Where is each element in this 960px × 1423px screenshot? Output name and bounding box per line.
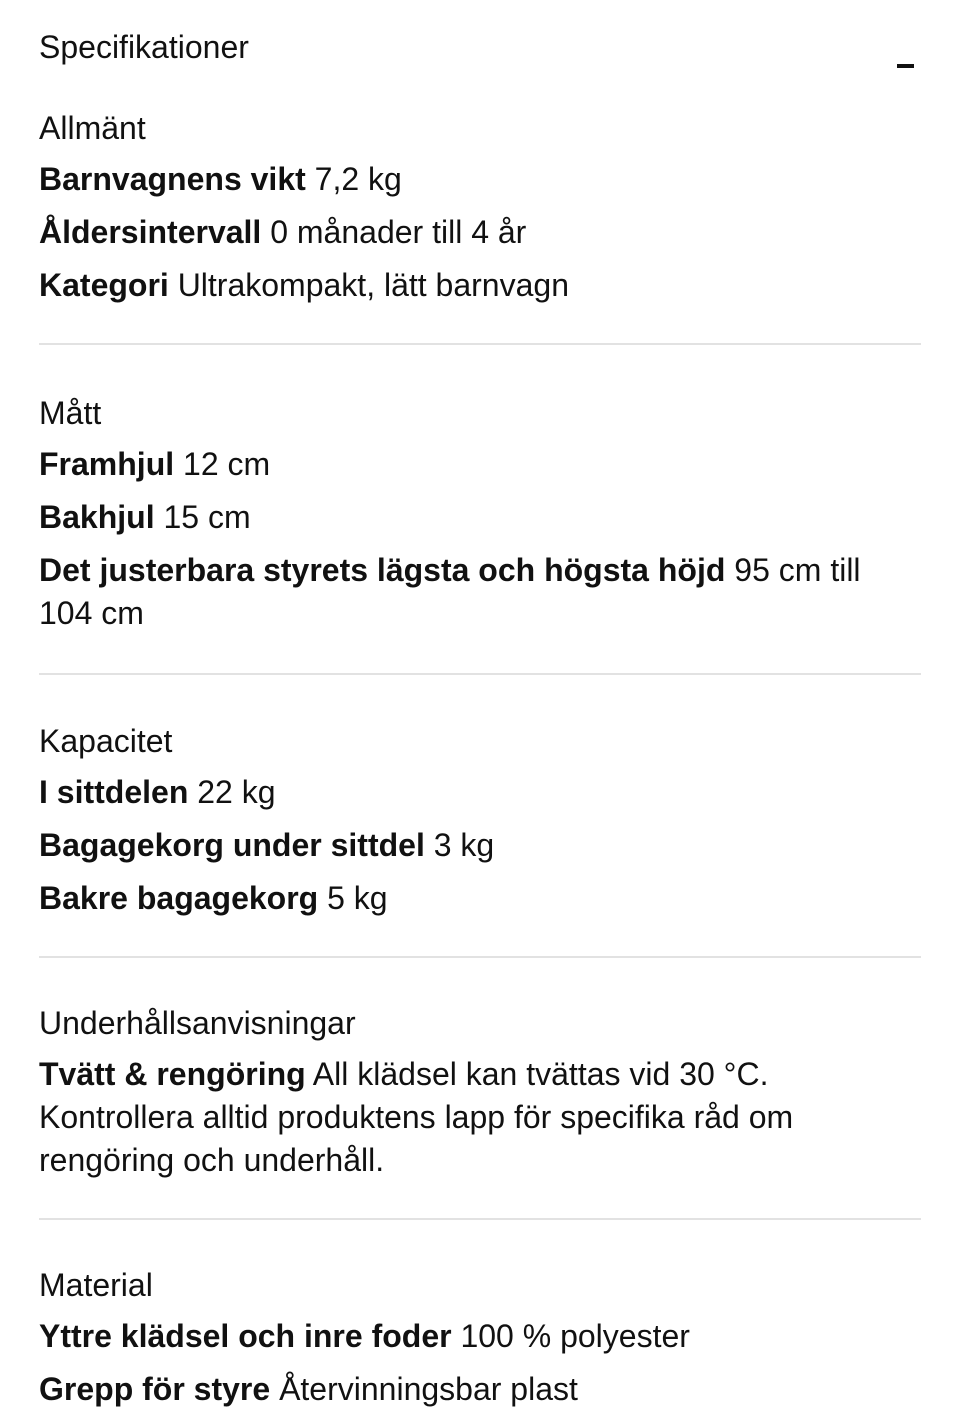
spec-row [39, 771, 921, 814]
spec-value: 3 kg [433, 827, 495, 863]
accordion-title: Specifikationer [39, 29, 249, 65]
section-heading: Kapacitet [39, 723, 173, 759]
spec-row [39, 1053, 921, 1182]
spec-row [39, 1315, 921, 1358]
spec-value: 95 cm till 104 cm [39, 552, 861, 631]
spec-row [39, 549, 921, 635]
spec-value: 5 kg [327, 880, 388, 916]
spec-label: Bakhjul [39, 499, 155, 535]
spec-label: Framhjul [39, 446, 175, 482]
spec-value: Ultrakompakt, lätt barnvagn [177, 267, 569, 303]
spec-label: Bagagekorg under sittdel [39, 827, 425, 863]
spec-row [39, 158, 921, 201]
section-material [39, 1220, 921, 1411]
section-heading: Allmänt [39, 110, 146, 146]
spec-label: Det justerbara styrets lägsta och högsta höjd [39, 552, 726, 588]
spec-value: 12 cm [183, 446, 271, 482]
spec-row [39, 443, 921, 486]
section-heading: Material [39, 1267, 153, 1303]
spec-label: Yttre klädsel och inre foder [39, 1318, 452, 1354]
spec-row [39, 211, 921, 254]
spec-value: 15 cm [163, 499, 251, 535]
section-dimensions [39, 345, 921, 675]
spec-value: All klädsel kan tvättas vid 30 °C. Kontrollera alltid produktens lapp för specifika råd om rengöring och underhåll. [39, 1056, 794, 1178]
spec-row [39, 496, 921, 539]
minus-icon [897, 64, 914, 68]
spec-value: 7,2 kg [314, 161, 402, 197]
spec-label: Tvätt & rengöring [39, 1056, 306, 1092]
spec-label: Barnvagnens vikt [39, 161, 306, 197]
spec-value: 100 % polyester [460, 1318, 690, 1354]
spec-label: Grepp för styre [39, 1371, 271, 1407]
section-heading: Underhållsanvisningar [39, 1005, 356, 1041]
section-heading: Mått [39, 395, 102, 431]
collapse-button[interactable] [891, 54, 921, 78]
spec-value: Återvinningsbar plast [279, 1371, 578, 1407]
spec-row [39, 877, 921, 920]
section-care-instructions [39, 958, 921, 1220]
spec-label: Kategori [39, 267, 169, 303]
spec-row [39, 264, 921, 307]
section-capacity [39, 675, 921, 958]
spec-label: Åldersintervall [39, 214, 262, 250]
spec-row [39, 1368, 921, 1411]
spec-value: 0 månader till 4 år [270, 214, 527, 250]
accordion-header[interactable] [39, 0, 921, 96]
spec-label: Bakre bagagekorg [39, 880, 319, 916]
spec-label: I sittdelen [39, 774, 189, 810]
spec-value: 22 kg [197, 774, 276, 810]
spec-row [39, 824, 921, 867]
section-general [39, 96, 921, 345]
